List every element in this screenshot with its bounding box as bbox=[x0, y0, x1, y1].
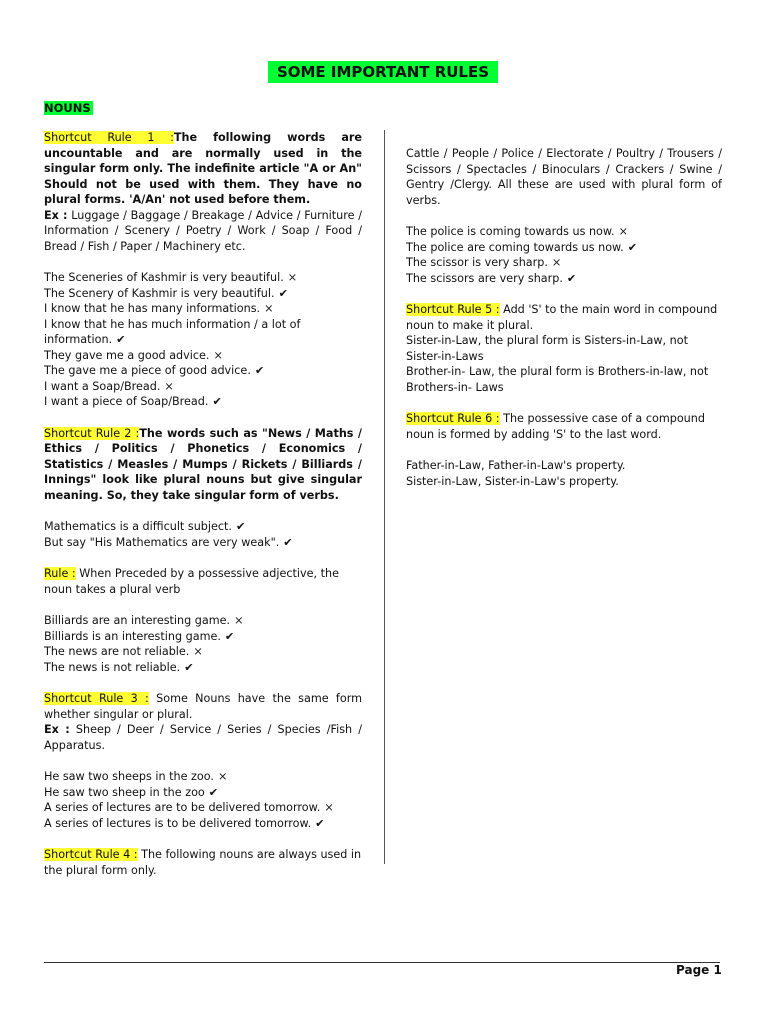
check-mark: ✔ bbox=[116, 333, 126, 346]
rule-6 bbox=[406, 411, 722, 442]
examples-1 bbox=[44, 270, 362, 410]
rule-1-label: Shortcut Rule 1 : bbox=[44, 131, 174, 144]
example-line: Father-in-Law, Father-in-Law's property. bbox=[406, 459, 626, 472]
rule-plain bbox=[44, 566, 362, 597]
example-line: I want a piece of Soap/Bread. ✔ bbox=[44, 395, 222, 408]
cross-mark: × bbox=[193, 645, 203, 658]
rule-1-ex-label: Ex : bbox=[44, 208, 68, 222]
rule-1-ex-text: Luggage / Baggage / Breakage / Advice / Furniture / Information / Scenery / Poetry / Work / Soap / Food / Bread / Fish / Paper / Machinery etc. bbox=[44, 208, 363, 253]
check-mark: ✔ bbox=[224, 629, 235, 643]
examples-5 bbox=[406, 224, 722, 286]
example-line: Mathematics is a difficult subject. ✔ bbox=[44, 520, 246, 533]
rule-3 bbox=[44, 691, 362, 753]
rule-1-text: The following words are uncountable and are normally used in the singular form only. The indefinite article "A or An" Should not be used with them. They have no plural forms. 'A/An' not used before them. bbox=[44, 131, 362, 206]
check-mark: ✔ bbox=[254, 364, 265, 377]
check-mark: ✔ bbox=[184, 660, 194, 674]
document-title: SOME IMPORTANT RULES bbox=[268, 61, 498, 83]
examples-4 bbox=[44, 769, 362, 831]
example-line: The scissor is very sharp. × bbox=[406, 256, 562, 269]
example-line: I want a Soap/Bread. × bbox=[44, 379, 174, 393]
example-line: They gave me a good advice. × bbox=[44, 348, 223, 362]
rule-3-ex-label: Ex : bbox=[44, 723, 70, 736]
rule-5-label: Shortcut Rule 5 : bbox=[406, 303, 500, 316]
rule-6-label: Shortcut Rule 6 : bbox=[406, 412, 500, 425]
example-line: The news are not reliable. × bbox=[44, 645, 203, 658]
rule-5 bbox=[406, 302, 722, 395]
rule-4-text: The following nouns are always used in the plural form only. bbox=[44, 848, 362, 877]
cross-mark: × bbox=[234, 614, 244, 627]
example-line: The scissors are very sharp. ✔ bbox=[406, 271, 577, 285]
rule-5-line: Brother-in- Law, the plural form is Brothers-in-law, not Brothers-in- Laws bbox=[406, 365, 709, 394]
cross-mark: × bbox=[618, 225, 628, 238]
rule-5-text: Add 'S' to the main word in compound noun to make it plural. bbox=[406, 303, 718, 332]
rule-4-label: Shortcut Rule 4 : bbox=[44, 848, 138, 861]
column-divider bbox=[384, 130, 385, 864]
examples-6 bbox=[406, 458, 722, 489]
example-line: He saw two sheeps in the zoo. × bbox=[44, 770, 228, 783]
examples-2 bbox=[44, 519, 362, 550]
example-line: He saw two sheep in the zoo ✔ bbox=[44, 785, 219, 799]
check-mark: ✔ bbox=[315, 816, 325, 830]
cross-mark: × bbox=[287, 271, 298, 284]
check-mark: ✔ bbox=[283, 535, 293, 549]
rule-3-text: Some Nouns have the same form whether singular or plural. bbox=[44, 692, 362, 721]
cross-mark: × bbox=[217, 770, 228, 783]
cross-mark: × bbox=[264, 302, 274, 315]
rule-plain-label: Rule : bbox=[44, 567, 76, 580]
plural-nouns-list: Cattle / People / Police / Electorate / Poultry / Trousers / Scissors / Spectacles / Binoculars / Crackers / Swine / Gentry /Clergy. All these are used with plural form of verbs. bbox=[406, 147, 722, 207]
example-line: The police is coming towards us now. × bbox=[406, 225, 628, 238]
example-line: A series of lectures are to be delivered tomorrow. × bbox=[44, 801, 334, 814]
check-mark: ✔ bbox=[208, 785, 219, 799]
cross-mark: × bbox=[213, 348, 223, 362]
footer-rule bbox=[44, 962, 720, 963]
example-line: The Scenery of Kashmir is very beautiful. ✔ bbox=[44, 286, 288, 300]
rule-5-line: Sister-in-Law, the plural form is Sisters-in-Law, not Sister-in-Laws bbox=[406, 334, 688, 363]
check-mark: ✔ bbox=[627, 240, 638, 254]
rule-3-ex-text: Sheep / Deer / Service / Series / Species /Fish / Apparatus. bbox=[44, 723, 362, 752]
example-line: I know that he has much information / a lot of information. ✔ bbox=[44, 317, 301, 346]
example-line: Billiards is an interesting game. ✔ bbox=[44, 629, 235, 643]
rule-3-label: Shortcut Rule 3 : bbox=[44, 692, 149, 705]
example-line: The gave me a piece of good advice. ✔ bbox=[44, 364, 265, 377]
example-line: I know that he has many informations. × bbox=[44, 302, 274, 315]
check-mark: ✔ bbox=[566, 271, 577, 285]
rule-1 bbox=[44, 130, 362, 254]
right-column bbox=[406, 146, 722, 505]
example-line: A series of lectures is to be delivered tomorrow. ✔ bbox=[44, 816, 325, 830]
example-line: The news is not reliable. ✔ bbox=[44, 660, 194, 674]
section-heading: NOUNS bbox=[44, 101, 91, 115]
left-column bbox=[44, 130, 362, 894]
rule-2 bbox=[44, 426, 362, 504]
example-line: Billiards are an interesting game. × bbox=[44, 614, 244, 627]
examples-3 bbox=[44, 613, 362, 675]
example-line: The Sceneries of Kashmir is very beautiful. × bbox=[44, 271, 298, 284]
example-line: But say "His Mathematics are very weak". ✔ bbox=[44, 535, 293, 549]
example-line: Sister-in-Law, Sister-in-Law's property. bbox=[406, 474, 619, 488]
check-mark: ✔ bbox=[212, 395, 222, 408]
check-mark: ✔ bbox=[235, 520, 246, 533]
cross-mark: × bbox=[164, 379, 174, 393]
rule-4 bbox=[44, 847, 362, 878]
rule-2-label: Shortcut Rule 2 : bbox=[44, 426, 140, 440]
page-number: Page 1 bbox=[676, 963, 722, 977]
cross-mark: × bbox=[324, 801, 334, 814]
cross-mark: × bbox=[551, 256, 562, 269]
check-mark: ✔ bbox=[278, 286, 288, 300]
example-line: The police are coming towards us now. ✔ bbox=[406, 240, 638, 254]
rule-2-text: The words such as "News / Maths / Ethics / Politics / Phonetics / Economics / Statistics / Measles / Mumps / Rickets / Billiards / Innings" look like plural nouns but give singular meaning. So, they take singular form of verbs. bbox=[44, 426, 363, 502]
rule-plain-text: When Preceded by a possessive adjective, the noun takes a plural verb bbox=[44, 567, 339, 596]
rule-6-text: The possessive case of a compound noun is formed by adding 'S' to the last word. bbox=[406, 412, 705, 441]
